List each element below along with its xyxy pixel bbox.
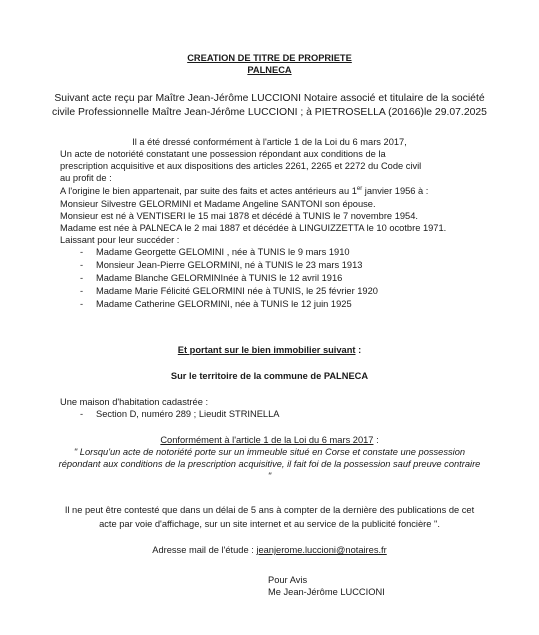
list-item: Madame Blanche GELORMINInée à TUNIS le 12 avril 1916 [96, 273, 343, 283]
body-line-3: prescription acquisitive et aux dispositions des articles 2261, 2265 et 2272 du Code civil [60, 161, 422, 171]
list-item: Monsieur Jean-Pierre GELORMINI, né à TUNIS le 23 mars 1913 [96, 260, 363, 270]
list-bullet: - [80, 260, 84, 270]
law-quote-3: " [267, 471, 272, 481]
notice-line-1: Il ne peut être contesté que dans un délai de 5 ans à compter de la dernière des publications de cet [64, 505, 475, 515]
list-bullet: - [80, 247, 84, 257]
body-line-2: Un acte de notoriété constatant une possession répondant aux conditions de la [60, 149, 386, 159]
signature-line-2: Me Jean-Jérôme LUCCIONI [268, 587, 385, 597]
body-line-5-pre: A l'origine le bien appartenait, par suite des faits et actes antérieurs au 1 [60, 186, 357, 196]
contact-label: Adresse mail de l'étude : [152, 545, 257, 555]
body-line-8: Madame est née à PALNECA le 2 mai 1887 et décédée à LINGUIZZETTA le 10 ocotbre 1971. [60, 223, 447, 233]
parcel-line: Section D, numéro 289 ; Lieudit STRINELLA [96, 409, 280, 419]
document-title: CREATION DE TITRE DE PROPRIETE [187, 53, 352, 63]
intro-line-1: Suivant acte reçu par Maître Jean-Jérôme LUCCIONI Notaire associé et titulaire de la société [54, 93, 485, 104]
document-subtitle: PALNECA [247, 65, 292, 75]
contact-line [0, 544, 539, 556]
list-bullet: - [80, 286, 84, 296]
list-item: Madame Marie Félicité GELORMINI née à TUNIS, le 25 février 1920 [96, 286, 378, 296]
list-bullet: - [80, 299, 84, 309]
body-line-4: au profit de : [60, 173, 112, 183]
body-line-5-sup: er [356, 185, 363, 192]
commune-line: Sur le territoire de la commune de PALNECA [170, 371, 369, 381]
body-line-5 [60, 185, 428, 197]
signature-line-1: Pour Avis [268, 575, 308, 585]
law-quote-1: " Lorsqu'un acte de notoriété porte sur un immeuble situé en Corse et constate une possession [73, 447, 466, 457]
house-line: Une maison d'habitation cadastrée : [60, 397, 209, 407]
law-quote-2: répondant aux conditions de la prescription acquisitive, il fait foi de la possession sauf preuve contraire [58, 459, 481, 469]
property-heading-text: Et portant sur le bien immobilier suivant [177, 345, 356, 355]
list-item: Madame Georgette GELOMINI , née à TUNIS le 9 mars 1910 [96, 247, 350, 257]
body-line-1: Il a été dressé conformément à l'article 1 de la Loi du 6 mars 2017, [132, 137, 407, 147]
body-line-7: Monsieur est né à VENTISERI le 15 mai 1878 et décédé à TUNIS le 7 novembre 1954. [60, 211, 418, 221]
intro-line-2: civile Professionnelle Maître Jean-Jérôme LUCCIONI ; à PIETROSELLA (20166)le 29.07.2025 [52, 107, 487, 118]
email-link[interactable]: jeanjerome.luccioni@notaires.fr [256, 545, 387, 555]
notice-line-2: acte par voie d'affichage, sur un site internet et au service de la publicité foncière ". [99, 519, 440, 529]
law-heading-text: Conformément à l'article 1 de la Loi du 6 mars 2017 [160, 435, 374, 445]
law-heading [0, 434, 539, 446]
property-heading [0, 344, 539, 356]
list-item: Madame Catherine GELORMINI, née à TUNIS le 12 juin 1925 [96, 299, 352, 309]
law-heading-tail: : [373, 435, 379, 445]
body-line-6: Monsieur Silvestre GELORMINI et Madame Angeline SANTONI son épouse. [60, 199, 376, 209]
body-line-5-post: janvier 1956 à : [362, 186, 429, 196]
body-line-9: Laissant pour leur succéder : [60, 235, 180, 245]
property-heading-tail: : [355, 345, 362, 355]
list-bullet: - [80, 273, 84, 283]
list-bullet: - [80, 409, 84, 419]
